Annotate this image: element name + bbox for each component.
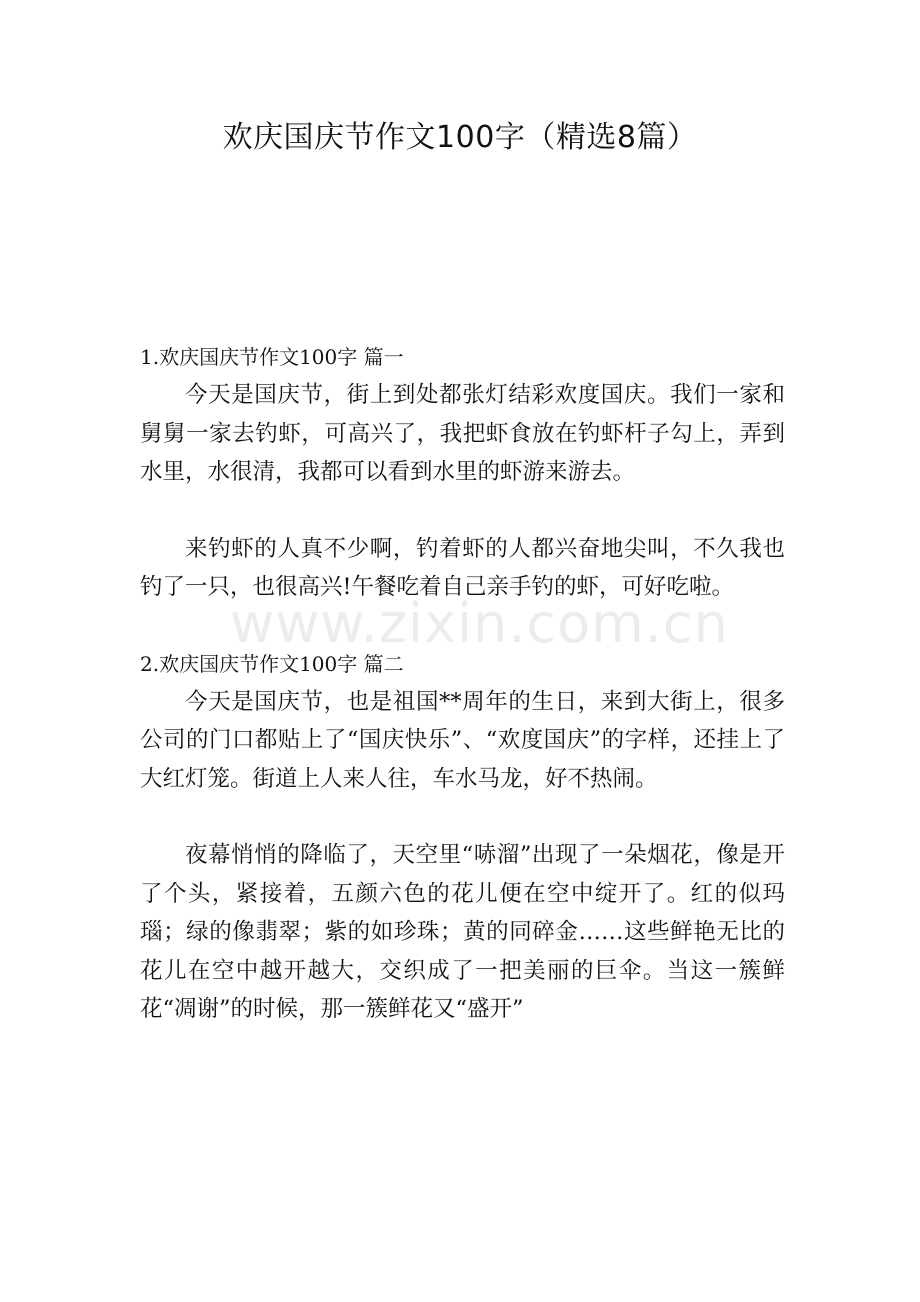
paragraph: 来钓虾的人真不少啊，钓着虾的人都兴奋地尖叫，不久我也钓了一只，也很高兴!午餐吃着自己亲手钓的虾，可好吃啦。 xyxy=(140,535,785,600)
document-body xyxy=(140,338,785,1029)
paragraph: 今天是国庆节，也是祖国**周年的生日，来到大街上，很多公司的门口都贴上了“国庆快乐”、“欢度国庆”的字样，还挂上了大红灯笼。街道上人来人往，车水马龙，好不热闹。 xyxy=(140,688,785,792)
watermark: www.zixin.com.cn xyxy=(230,592,729,655)
paragraph: 夜幕悄悄的降临了，天空里“哧溜”出现了一朵烟花，像是开了个头，紧接着，五颜六色的花儿便在空中绽开了。红的似玛瑙；绿的像翡翠；紫的如珍珠；黄的同碎金……这些鲜艳无比的花儿在空中越开越大，交织成了一把美丽的巨伞。当这一簇鲜花“凋谢”的时候，那一簇鲜花又“盛开” xyxy=(140,842,785,1022)
document-title: 欢庆国庆节作文100字（精选8篇） xyxy=(222,120,698,155)
section-heading: 2.欢庆国庆节作文100字 篇二 xyxy=(140,651,404,676)
paragraph: 今天是国庆节，街上到处都张灯结彩欢度国庆。我们一家和舅舅一家去钓虾，可高兴了，我把虾食放在钓虾杆子勾上，弄到水里，水很清，我都可以看到水里的虾游来游去。 xyxy=(140,382,785,485)
essay-section-1 xyxy=(140,338,785,607)
section-heading: 1.欢庆国庆节作文100字 篇一 xyxy=(140,345,404,369)
essay-section-2 xyxy=(140,645,785,1029)
